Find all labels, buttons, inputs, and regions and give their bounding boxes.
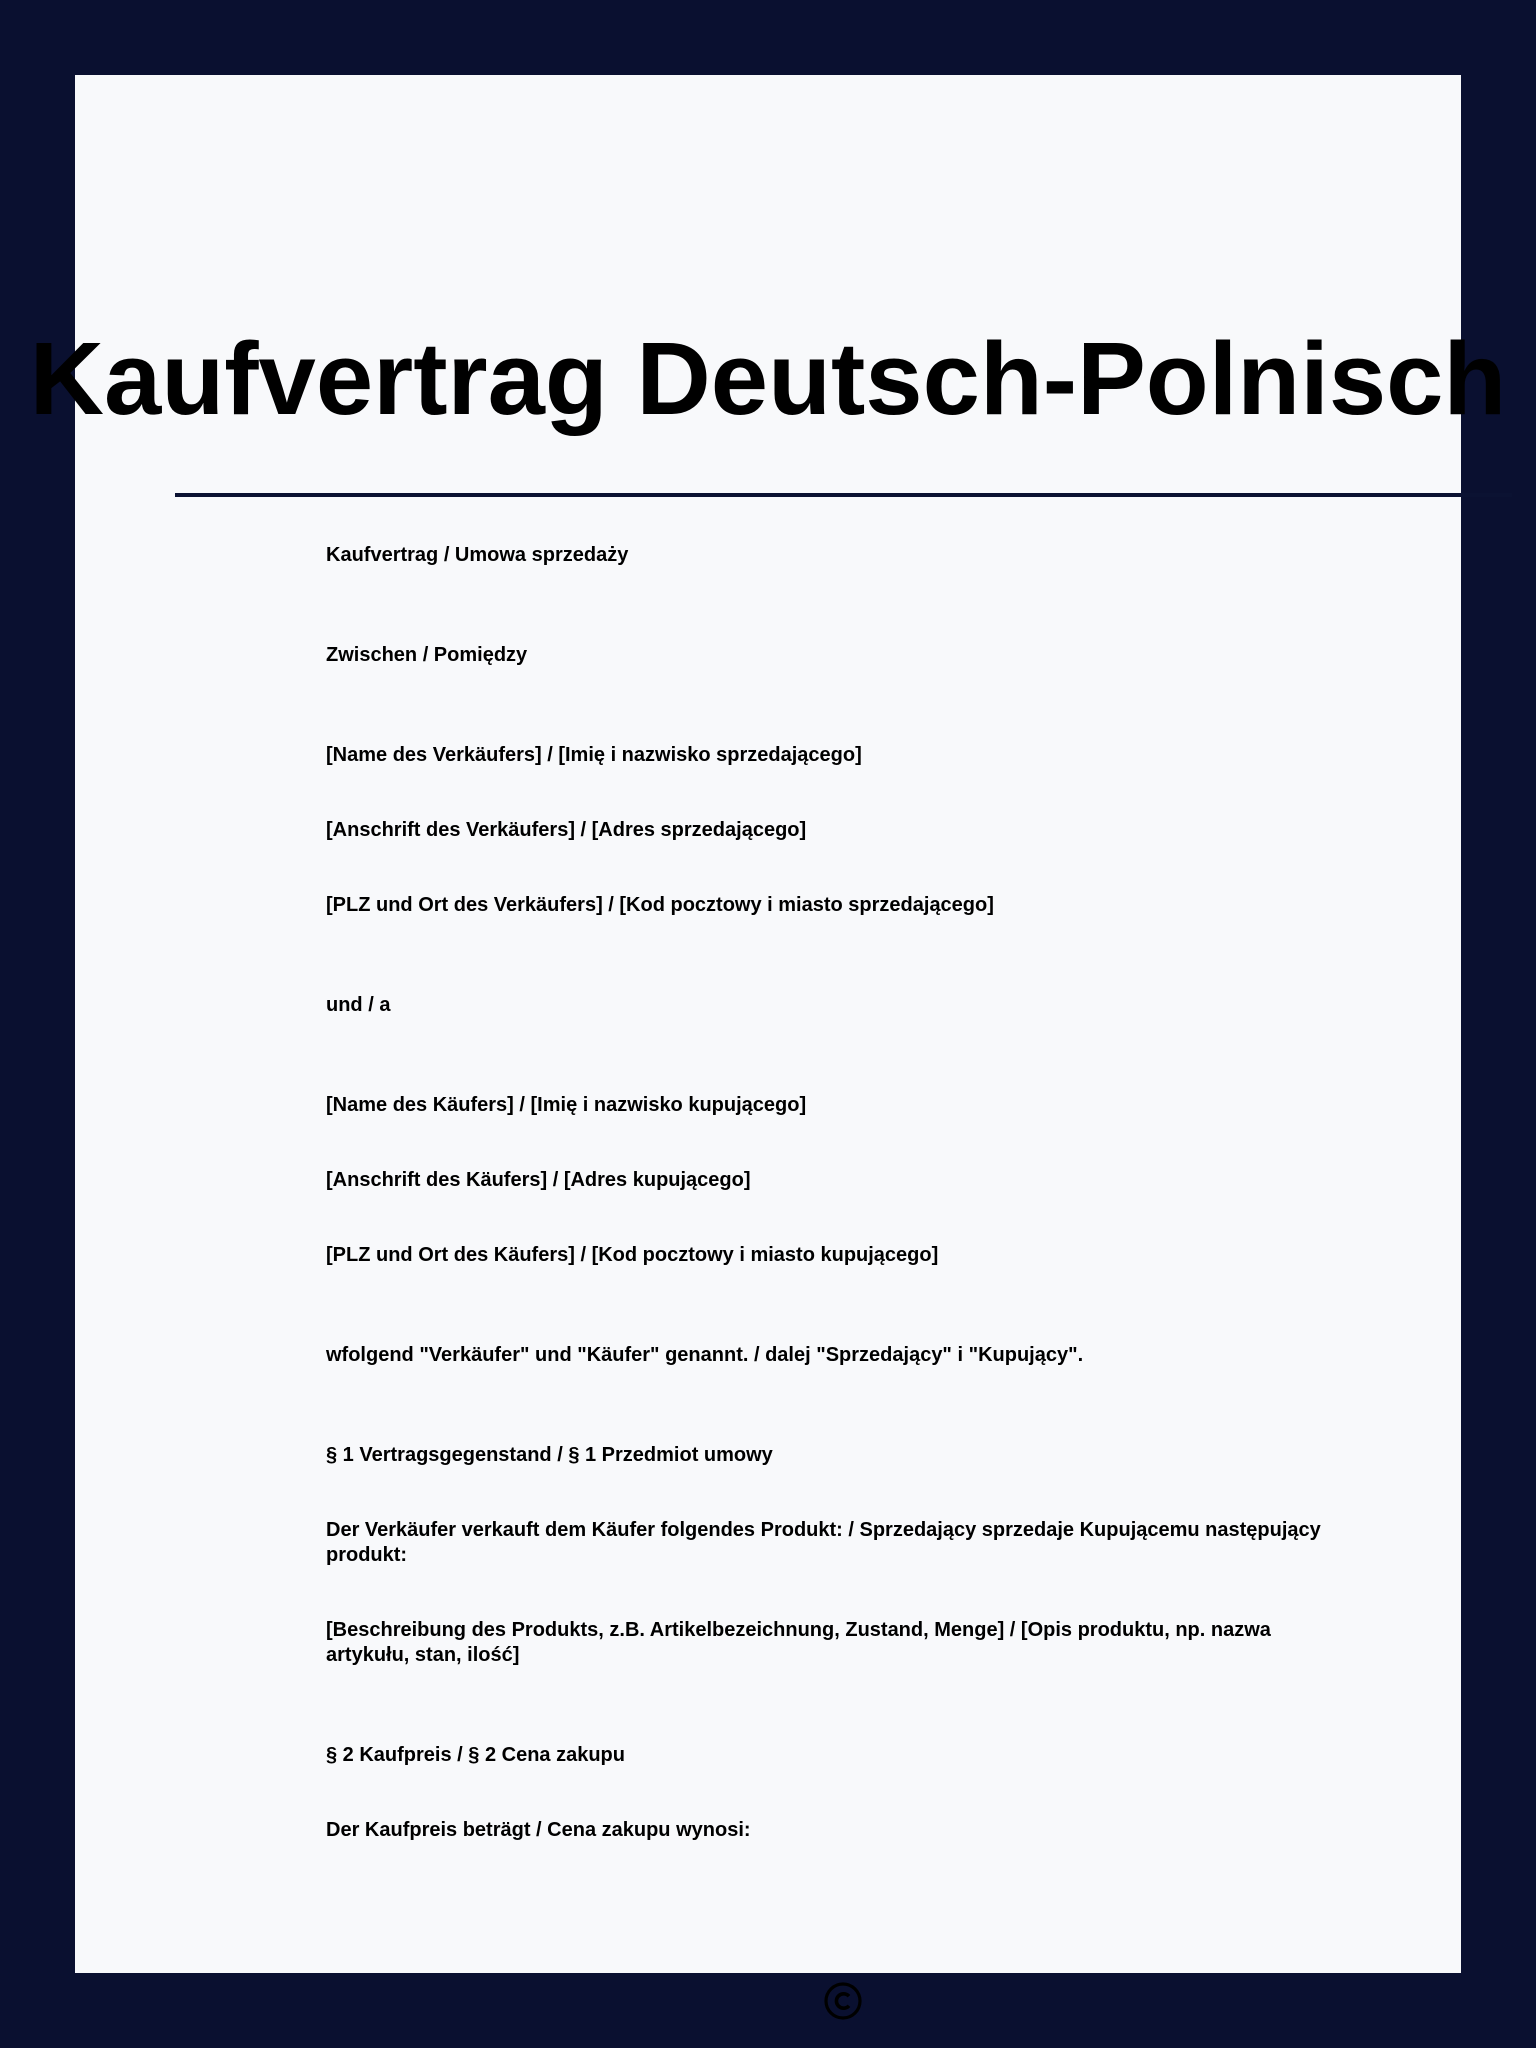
section-2-text: Der Kaufpreis beträgt / Cena zakupu wynosi: bbox=[326, 1819, 751, 1841]
buyer-city-placeholder: [PLZ und Ort des Käufers] / [Kod pocztowy i miasto kupującego] bbox=[326, 1244, 939, 1266]
seller-name-placeholder: [Name des Verkäufers] / [Imię i nazwisko sprzedającego] bbox=[326, 744, 862, 766]
product-description-placeholder: [Beschreibung des Produkts, z.B. Artikelbezeichnung, Zustand, Menge] / [Opis produktu, np. nazwa artykułu, stan, ilość] bbox=[326, 1619, 1271, 1666]
between-label: Zwischen / Pomiędzy bbox=[326, 644, 528, 666]
section-1-heading: § 1 Vertragsgegenstand / § 1 Przedmiot umowy bbox=[326, 1444, 773, 1466]
parties-definition: wfolgend "Verkäufer" und "Käufer" genannt. / dalej "Sprzedający" i "Kupujący". bbox=[326, 1344, 1084, 1366]
contract-body bbox=[326, 543, 1356, 1843]
copyright-icon bbox=[824, 1982, 862, 2020]
buyer-address-placeholder: [Anschrift des Käufers] / [Adres kupującego] bbox=[326, 1169, 751, 1191]
seller-address-placeholder: [Anschrift des Verkäufers] / [Adres sprzedającego] bbox=[326, 819, 807, 841]
seller-city-placeholder: [PLZ und Ort des Verkäufers] / [Kod pocztowy i miasto sprzedającego] bbox=[326, 894, 994, 916]
document-title: Kaufvertrag Deutsch-Polnisch bbox=[29, 321, 1507, 436]
document-page bbox=[29, 75, 1507, 1973]
buyer-name-placeholder: [Name des Käufers] / [Imię i nazwisko kupującego] bbox=[326, 1094, 807, 1116]
and-label: und / a bbox=[326, 994, 391, 1016]
title-divider bbox=[175, 493, 1512, 497]
section-2-heading: § 2 Kaufpreis / § 2 Cena zakupu bbox=[326, 1744, 625, 1766]
contract-heading: Kaufvertrag / Umowa sprzedaży bbox=[326, 544, 629, 566]
section-1-text: Der Verkäufer verkauft dem Käufer folgendes Produkt: / Sprzedający sprzedaje Kupującemu następujący produkt: bbox=[326, 1519, 1321, 1566]
